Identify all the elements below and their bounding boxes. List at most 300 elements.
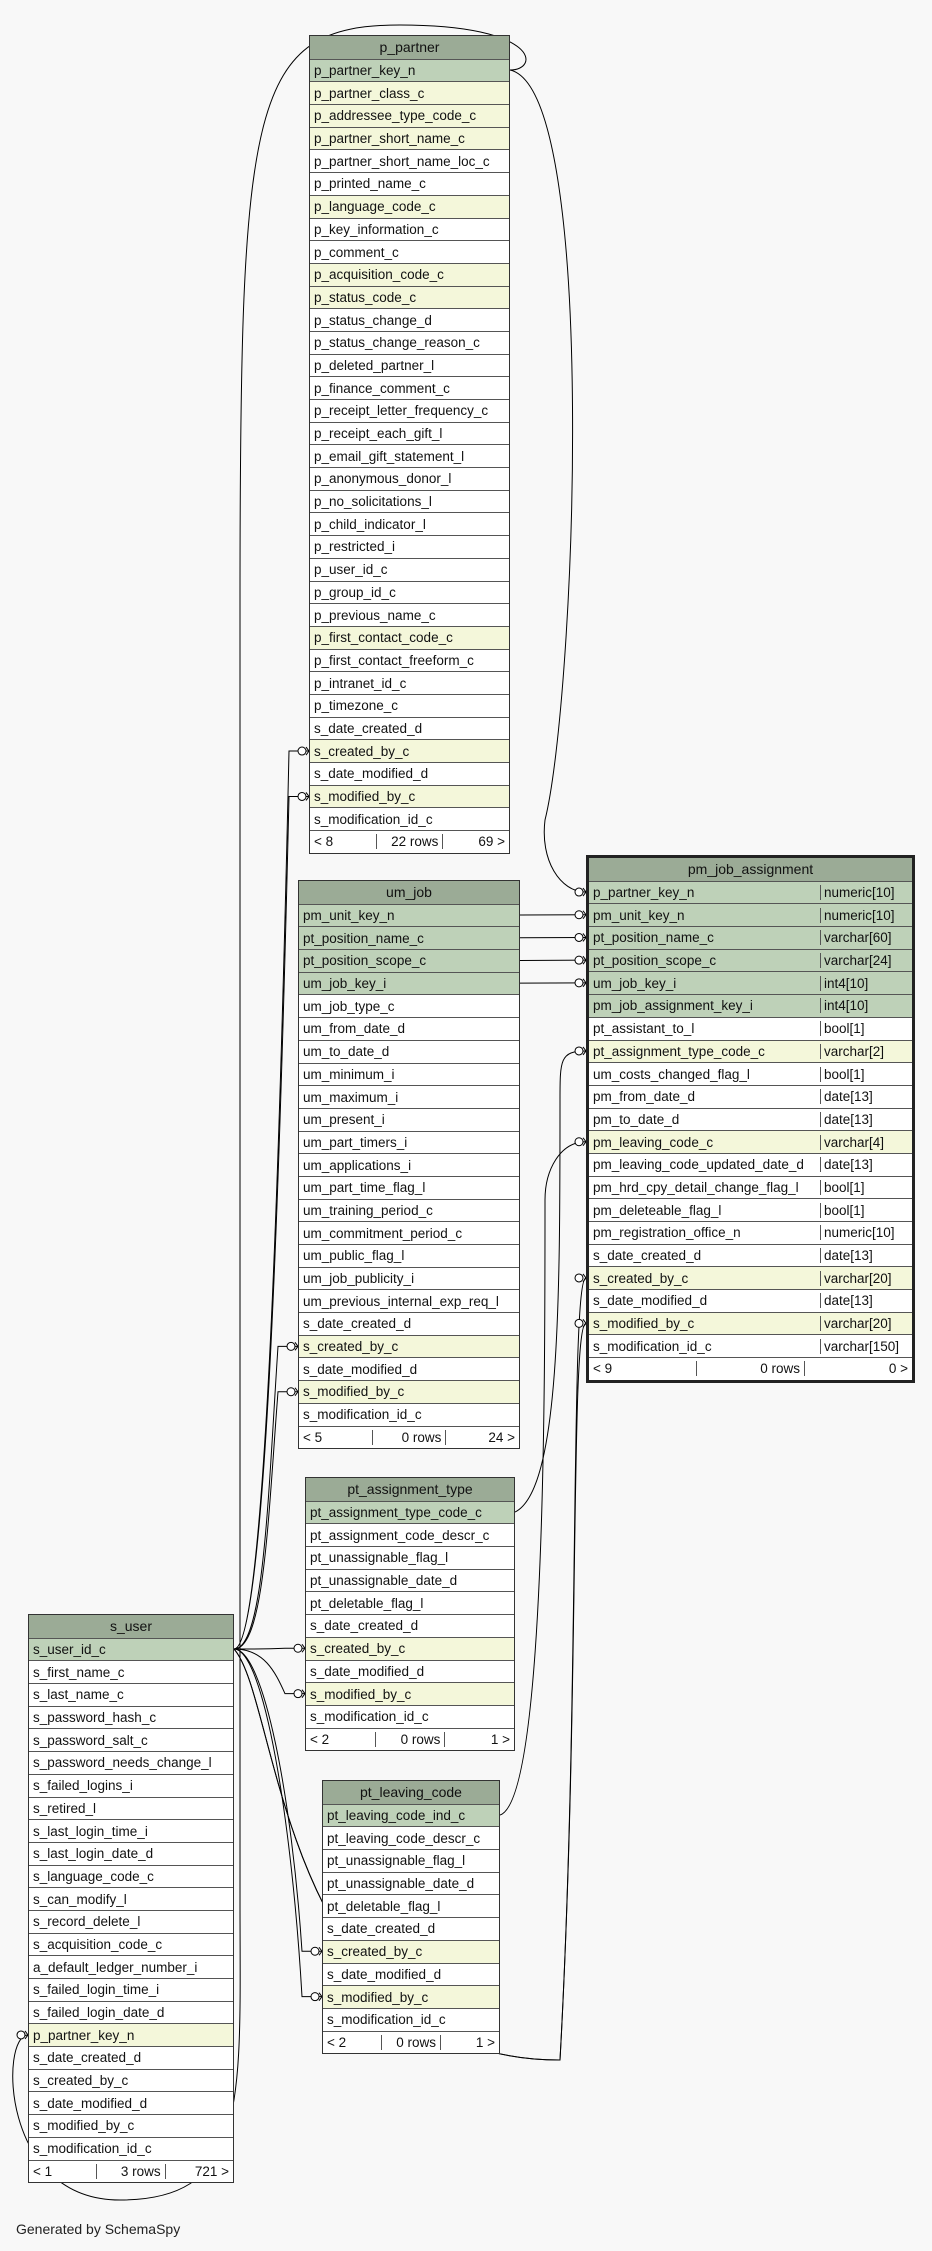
column-row[interactable] [323,1849,499,1872]
column-name: s_date_created_d [593,1248,702,1264]
column-name: p_user_id_c [314,562,388,578]
column-type: varchar[150] [820,1339,912,1354]
column-name: pt_position_name_c [303,930,424,946]
row-count[interactable]: 0 rows [696,1361,804,1376]
table-footer [589,1357,912,1380]
column-row[interactable] [29,1638,233,1661]
column-name: s_can_modify_l [33,1891,127,1907]
column-row[interactable] [589,1153,912,1176]
parents-count[interactable]: < 5 [303,1429,323,1445]
column-name: s_modification_id_c [303,1407,422,1423]
column-name: um_part_time_flag_l [303,1180,426,1196]
column-name: p_receipt_letter_frequency_c [314,403,489,419]
column-name: pt_position_name_c [593,930,714,946]
column-row[interactable] [29,1751,233,1774]
column-row[interactable] [299,1289,519,1312]
column-row[interactable] [310,240,509,263]
column-name: pt_assignment_code_descr_c [310,1527,490,1543]
column-row[interactable] [29,1728,233,1751]
column-name: s_date_modified_d [33,2095,148,2111]
column-type: date[13] [820,1112,912,1127]
column-name: p_partner_short_name_c [314,131,465,147]
column-row[interactable] [310,399,509,422]
column-name: p_receipt_each_gift_l [314,426,443,442]
column-row[interactable] [310,286,509,309]
column-row[interactable] [299,994,519,1017]
column-row[interactable] [310,59,509,82]
column-type: bool[1] [820,1067,912,1082]
column-row[interactable] [29,1660,233,1683]
column-name: s_modification_id_c [327,2012,446,2028]
children-count[interactable]: 24 > [445,1430,519,1445]
column-row[interactable] [306,1569,514,1592]
column-row[interactable] [29,1910,233,1933]
column-name: um_applications_i [303,1157,412,1173]
column-row[interactable] [299,1131,519,1154]
column-row[interactable] [310,558,509,581]
column-name: um_part_timers_i [303,1134,408,1150]
column-row[interactable] [29,1797,233,1820]
column-row[interactable] [299,1403,519,1426]
column-row[interactable] [299,1108,519,1131]
column-type: varchar[60] [820,930,912,945]
column-name: um_maximum_i [303,1089,399,1105]
column-row[interactable] [306,1682,514,1705]
column-row[interactable] [310,603,509,626]
edge-partner-to-job-assignment-optional-marker [575,888,583,896]
column-row[interactable] [589,1289,912,1312]
column-type: date[13] [820,1248,912,1263]
row-count[interactable]: 0 rows [372,1430,446,1445]
column-type: date[13] [820,1157,912,1172]
column-row[interactable] [310,195,509,218]
edge-job-to-job-assignment-3-optional-marker [575,979,583,987]
column-row[interactable] [323,1917,499,1940]
column-row[interactable] [29,1955,233,1978]
column-row[interactable] [306,1523,514,1546]
column-row[interactable] [310,807,509,830]
column-row[interactable] [310,739,509,762]
column-name: pt_unassignable_flag_l [310,1550,449,1566]
parents-count[interactable]: < 2 [327,2034,347,2050]
column-name: pt_leaving_code_ind_c [327,1808,466,1824]
column-name: s_date_created_d [327,1921,436,1937]
column-row[interactable] [306,1705,514,1728]
column-name: s_password_needs_change_l [33,1755,212,1771]
column-name: s_failed_login_date_d [33,2005,165,2021]
column-name: p_acquisition_code_c [314,267,444,283]
column-name: s_created_by_c [303,1339,399,1355]
column-row[interactable] [310,104,509,127]
column-name: s_modified_by_c [33,2118,135,2134]
column-name: p_partner_key_n [314,63,416,79]
column-name: s_date_created_d [310,1618,419,1634]
column-row[interactable] [310,263,509,286]
column-name: s_created_by_c [327,1944,423,1960]
column-row[interactable] [589,926,912,949]
column-row[interactable] [323,1940,499,1963]
column-row[interactable] [29,1706,233,1729]
column-name: a_default_ledger_number_i [33,1959,198,1975]
column-row[interactable] [310,172,509,195]
column-name: pm_unit_key_n [593,907,685,923]
column-row[interactable] [299,1335,519,1358]
column-row[interactable] [589,1266,912,1289]
column-name: s_date_modified_d [327,1966,442,1982]
column-row[interactable] [323,1985,499,2008]
column-name: pt_assignment_type_code_c [593,1043,765,1059]
column-row[interactable] [310,581,509,604]
column-row[interactable] [310,762,509,785]
table-um-job[interactable] [298,880,520,1449]
column-name: s_user_id_c [33,1642,106,1658]
column-row[interactable] [589,949,912,972]
column-name: s_modification_id_c [33,2141,152,2157]
children-count[interactable]: 1 > [444,1732,514,1747]
column-row[interactable] [29,2091,233,2114]
edge-user-audit-0-optional-marker [298,747,306,755]
column-row[interactable] [306,1614,514,1637]
column-type: varchar[20] [820,1316,912,1331]
column-row[interactable] [310,490,509,513]
column-row[interactable] [299,1267,519,1290]
column-type: varchar[24] [820,953,912,968]
column-name: s_last_name_c [33,1687,124,1703]
edge-assignment-type-to-job-assignment-optional-marker [575,1047,583,1055]
column-name: um_training_period_c [303,1202,433,1218]
column-row[interactable] [29,1978,233,2001]
column-row[interactable] [589,1334,912,1357]
table-pt-leaving-code[interactable] [322,1780,500,2054]
column-name: p_language_code_c [314,199,436,215]
column-row[interactable] [589,1108,912,1131]
column-row[interactable] [299,926,519,949]
column-name: s_last_login_time_i [33,1823,148,1839]
column-name: s_created_by_c [593,1270,689,1286]
column-name: p_comment_c [314,244,399,260]
column-name: s_created_by_c [314,743,410,759]
column-name: pt_leaving_code_descr_c [327,1830,481,1846]
column-name: pt_unassignable_date_d [327,1876,475,1892]
column-name: pt_position_scope_c [303,953,427,969]
column-name: s_record_delete_l [33,1914,141,1930]
column-row[interactable] [29,1887,233,1910]
column-type: date[13] [820,1293,912,1308]
column-row[interactable] [323,1804,499,1827]
column-name: um_commitment_period_c [303,1225,463,1241]
column-row[interactable] [299,1357,519,1380]
edge-assignment-type-to-job-assignment [515,1051,586,1512]
column-name: s_created_by_c [33,2073,129,2089]
edge-user-audit-2-optional-marker [287,1342,295,1350]
column-row[interactable] [589,903,912,926]
table-footer [306,1728,514,1751]
column-row[interactable] [299,1244,519,1267]
column-row[interactable] [306,1637,514,1660]
column-name: pt_unassignable_date_d [310,1573,458,1589]
column-row[interactable] [323,1894,499,1917]
column-row[interactable] [299,1199,519,1222]
column-name: s_date_modified_d [593,1293,708,1309]
column-name: um_previous_internal_exp_req_l [303,1293,499,1309]
table-p-partner[interactable] [309,35,510,854]
edge-user-audit-7-optional-marker [311,1993,319,2001]
column-name: p_partner_key_n [593,885,695,901]
edge-user-to-job-assignment-0-optional-marker [575,1274,583,1282]
edge-job-to-job-assignment-2-optional-marker [575,956,583,964]
column-name: pm_to_date_d [593,1111,680,1127]
column-row[interactable] [310,149,509,172]
column-name: um_present_i [303,1112,385,1128]
column-type: int4[10] [820,998,912,1013]
table-title[interactable]: um_job [299,881,519,904]
column-name: um_minimum_i [303,1066,395,1082]
generated-by-note: Generated by SchemaSpy [16,2221,181,2237]
children-count[interactable]: 1 > [440,2035,499,2050]
table-title[interactable]: pt_assignment_type [306,1478,514,1501]
column-row[interactable] [323,1872,499,1895]
edge-user-to-job-assignment-1-optional-marker [575,1319,583,1327]
column-row[interactable] [310,467,509,490]
column-name: s_failed_login_time_i [33,1982,160,1998]
column-row[interactable] [589,1198,912,1221]
table-title[interactable]: s_user [29,1615,233,1638]
column-name: s_modified_by_c [593,1316,695,1332]
column-name: s_modified_by_c [303,1384,405,1400]
column-row[interactable] [299,949,519,972]
edge-job-to-job-assignment-0-optional-marker [575,911,583,919]
column-row[interactable] [310,535,509,558]
column-name: p_addressee_type_code_c [314,108,477,124]
column-row[interactable] [589,1017,912,1040]
column-name: s_modification_id_c [593,1338,712,1354]
table-footer [323,2031,499,2054]
column-name: p_status_code_c [314,289,417,305]
column-row[interactable] [323,1826,499,1849]
column-row[interactable] [589,1312,912,1335]
column-name: p_timezone_c [314,698,399,714]
children-count[interactable]: 721 > [165,2164,233,2179]
column-row[interactable] [589,1221,912,1244]
column-row[interactable] [29,2114,233,2137]
column-type: date[13] [820,1089,912,1104]
parents-count[interactable]: < 9 [593,1361,613,1377]
table-footer [299,1426,519,1449]
column-type: varchar[20] [820,1271,912,1286]
column-name: p_finance_comment_c [314,380,450,396]
column-row[interactable] [299,1221,519,1244]
column-name: s_retired_l [33,1800,97,1816]
column-name: s_first_name_c [33,1664,125,1680]
column-type: varchar[4] [820,1135,912,1150]
column-name: p_group_id_c [314,584,396,600]
row-count[interactable]: 0 rows [375,1732,445,1747]
column-name: pm_from_date_d [593,1089,696,1105]
table-pt-assignment-type[interactable] [305,1477,515,1751]
column-name: p_partner_class_c [314,85,425,101]
column-name: p_first_contact_freeform_c [314,652,474,668]
column-name: p_status_change_reason_c [314,335,480,351]
column-name: p_restricted_i [314,539,396,555]
column-row[interactable] [310,127,509,150]
edge-leaving-code-to-job-assignment-optional-marker [575,1138,583,1146]
column-row[interactable] [323,2008,499,2031]
column-row[interactable] [310,376,509,399]
edge-user-audit-6-optional-marker [311,1947,319,1955]
table-title[interactable]: pm_job_assignment [589,858,912,881]
column-name: p_status_change_d [314,312,432,328]
parents-count[interactable]: < 2 [310,1731,330,1747]
column-row[interactable] [589,971,912,994]
column-name: s_created_by_c [310,1641,406,1657]
column-row[interactable] [589,1176,912,1199]
table-pm-job-assignment[interactable] [586,855,915,1383]
column-row[interactable] [299,1063,519,1086]
column-row[interactable] [310,785,509,808]
column-name: pm_hrd_cpy_detail_change_flag_l [593,1179,799,1195]
column-row[interactable] [589,881,912,904]
column-row[interactable] [306,1591,514,1614]
column-name: um_job_key_i [303,976,387,992]
column-row[interactable] [299,1312,519,1335]
table-footer [310,830,509,853]
column-name: um_to_date_d [303,1044,390,1060]
column-name: pm_registration_office_n [593,1225,741,1241]
column-name: s_date_modified_d [314,766,429,782]
column-name: s_last_login_date_d [33,1846,154,1862]
column-row[interactable] [29,2046,233,2069]
column-name: s_date_modified_d [303,1361,418,1377]
column-row[interactable] [29,1683,233,1706]
column-row[interactable] [299,1040,519,1063]
column-row[interactable] [306,1660,514,1683]
column-name: s_modification_id_c [310,1709,429,1725]
column-name: pm_job_assignment_key_i [593,998,753,1014]
column-name: s_date_created_d [314,720,423,736]
column-row[interactable] [29,2137,233,2160]
column-name: s_modified_by_c [327,1989,429,2005]
column-row[interactable] [299,972,519,995]
table-s-user[interactable] [28,1614,234,2183]
column-name: s_date_created_d [33,2050,142,2066]
column-type: numeric[10] [820,885,912,900]
column-name: s_password_salt_c [33,1732,148,1748]
column-row[interactable] [310,626,509,649]
column-name: pm_unit_key_n [303,908,395,924]
column-name: um_from_date_d [303,1021,406,1037]
column-name: s_modification_id_c [314,811,433,827]
column-row[interactable] [310,717,509,740]
column-name: pm_leaving_code_c [593,1134,714,1150]
column-row[interactable] [29,1819,233,1842]
column-row[interactable] [299,1085,519,1108]
parents-count[interactable]: < 8 [314,834,334,850]
row-count[interactable]: 22 rows [376,834,443,849]
column-name: p_intranet_id_c [314,675,407,691]
column-name: p_email_gift_statement_l [314,448,465,464]
column-row[interactable] [306,1501,514,1524]
column-name: s_modified_by_c [310,1686,412,1702]
table-title[interactable]: pt_leaving_code [323,1781,499,1804]
edge-user-audit-4-optional-marker [294,1644,302,1652]
column-row[interactable] [29,1865,233,1888]
column-row[interactable] [310,649,509,672]
column-name: p_printed_name_c [314,176,426,192]
column-row[interactable] [299,1153,519,1176]
table-title[interactable]: p_partner [310,36,509,59]
edge-user-audit-1-optional-marker [298,792,306,800]
column-row[interactable] [589,1040,912,1063]
column-name: s_modified_by_c [314,789,416,805]
column-name: pm_deleteable_flag_l [593,1202,722,1218]
column-row[interactable] [29,1933,233,1956]
children-count[interactable]: 69 > [442,834,509,849]
column-row[interactable] [299,1017,519,1040]
column-row[interactable] [310,422,509,445]
row-count[interactable]: 0 rows [381,2035,440,2050]
column-row[interactable] [310,354,509,377]
column-row[interactable] [589,994,912,1017]
column-row[interactable] [310,671,509,694]
column-row[interactable] [310,694,509,717]
table-footer [29,2160,233,2183]
edge-user-audit-5-optional-marker [294,1690,302,1698]
children-count[interactable]: 0 > [804,1361,912,1376]
row-count[interactable]: 3 rows [96,2164,164,2179]
column-name: pt_deletable_flag_l [327,1898,441,1914]
column-row[interactable] [29,2023,233,2046]
column-row[interactable] [310,331,509,354]
column-row[interactable] [310,308,509,331]
column-name: p_anonymous_donor_l [314,471,452,487]
column-name: s_language_code_c [33,1868,154,1884]
column-row[interactable] [310,218,509,241]
column-row[interactable] [29,2069,233,2092]
column-row[interactable] [29,1842,233,1865]
column-type: bool[1] [820,1021,912,1036]
column-row[interactable] [299,1176,519,1199]
column-row[interactable] [310,81,509,104]
column-name: p_no_solicitations_l [314,494,432,510]
column-row[interactable] [323,1963,499,1986]
column-name: um_job_key_i [593,975,677,991]
column-name: p_key_information_c [314,221,439,237]
column-name: s_failed_logins_i [33,1778,133,1794]
column-row[interactable] [306,1546,514,1569]
column-row[interactable] [310,444,509,467]
column-row[interactable] [589,1244,912,1267]
column-name: pm_leaving_code_updated_date_d [593,1157,804,1173]
edge-job-to-job-assignment-1-optional-marker [575,933,583,941]
column-row[interactable] [589,1062,912,1085]
column-row[interactable] [29,2001,233,2024]
column-name: um_job_type_c [303,998,395,1014]
column-name: pt_assistant_to_l [593,1021,695,1037]
parents-count[interactable]: < 1 [33,2163,53,2179]
column-row[interactable] [29,1774,233,1797]
column-row[interactable] [310,512,509,535]
column-row[interactable] [299,1380,519,1403]
column-name: pt_assignment_type_code_c [310,1505,482,1521]
edge-partner-to-job-assignment [510,70,586,892]
column-row[interactable] [589,1085,912,1108]
column-type: numeric[10] [820,908,912,923]
column-name: s_date_modified_d [310,1663,425,1679]
column-type: bool[1] [820,1203,912,1218]
column-name: p_child_indicator_l [314,516,426,532]
column-row[interactable] [589,1130,912,1153]
column-row[interactable] [299,904,519,927]
